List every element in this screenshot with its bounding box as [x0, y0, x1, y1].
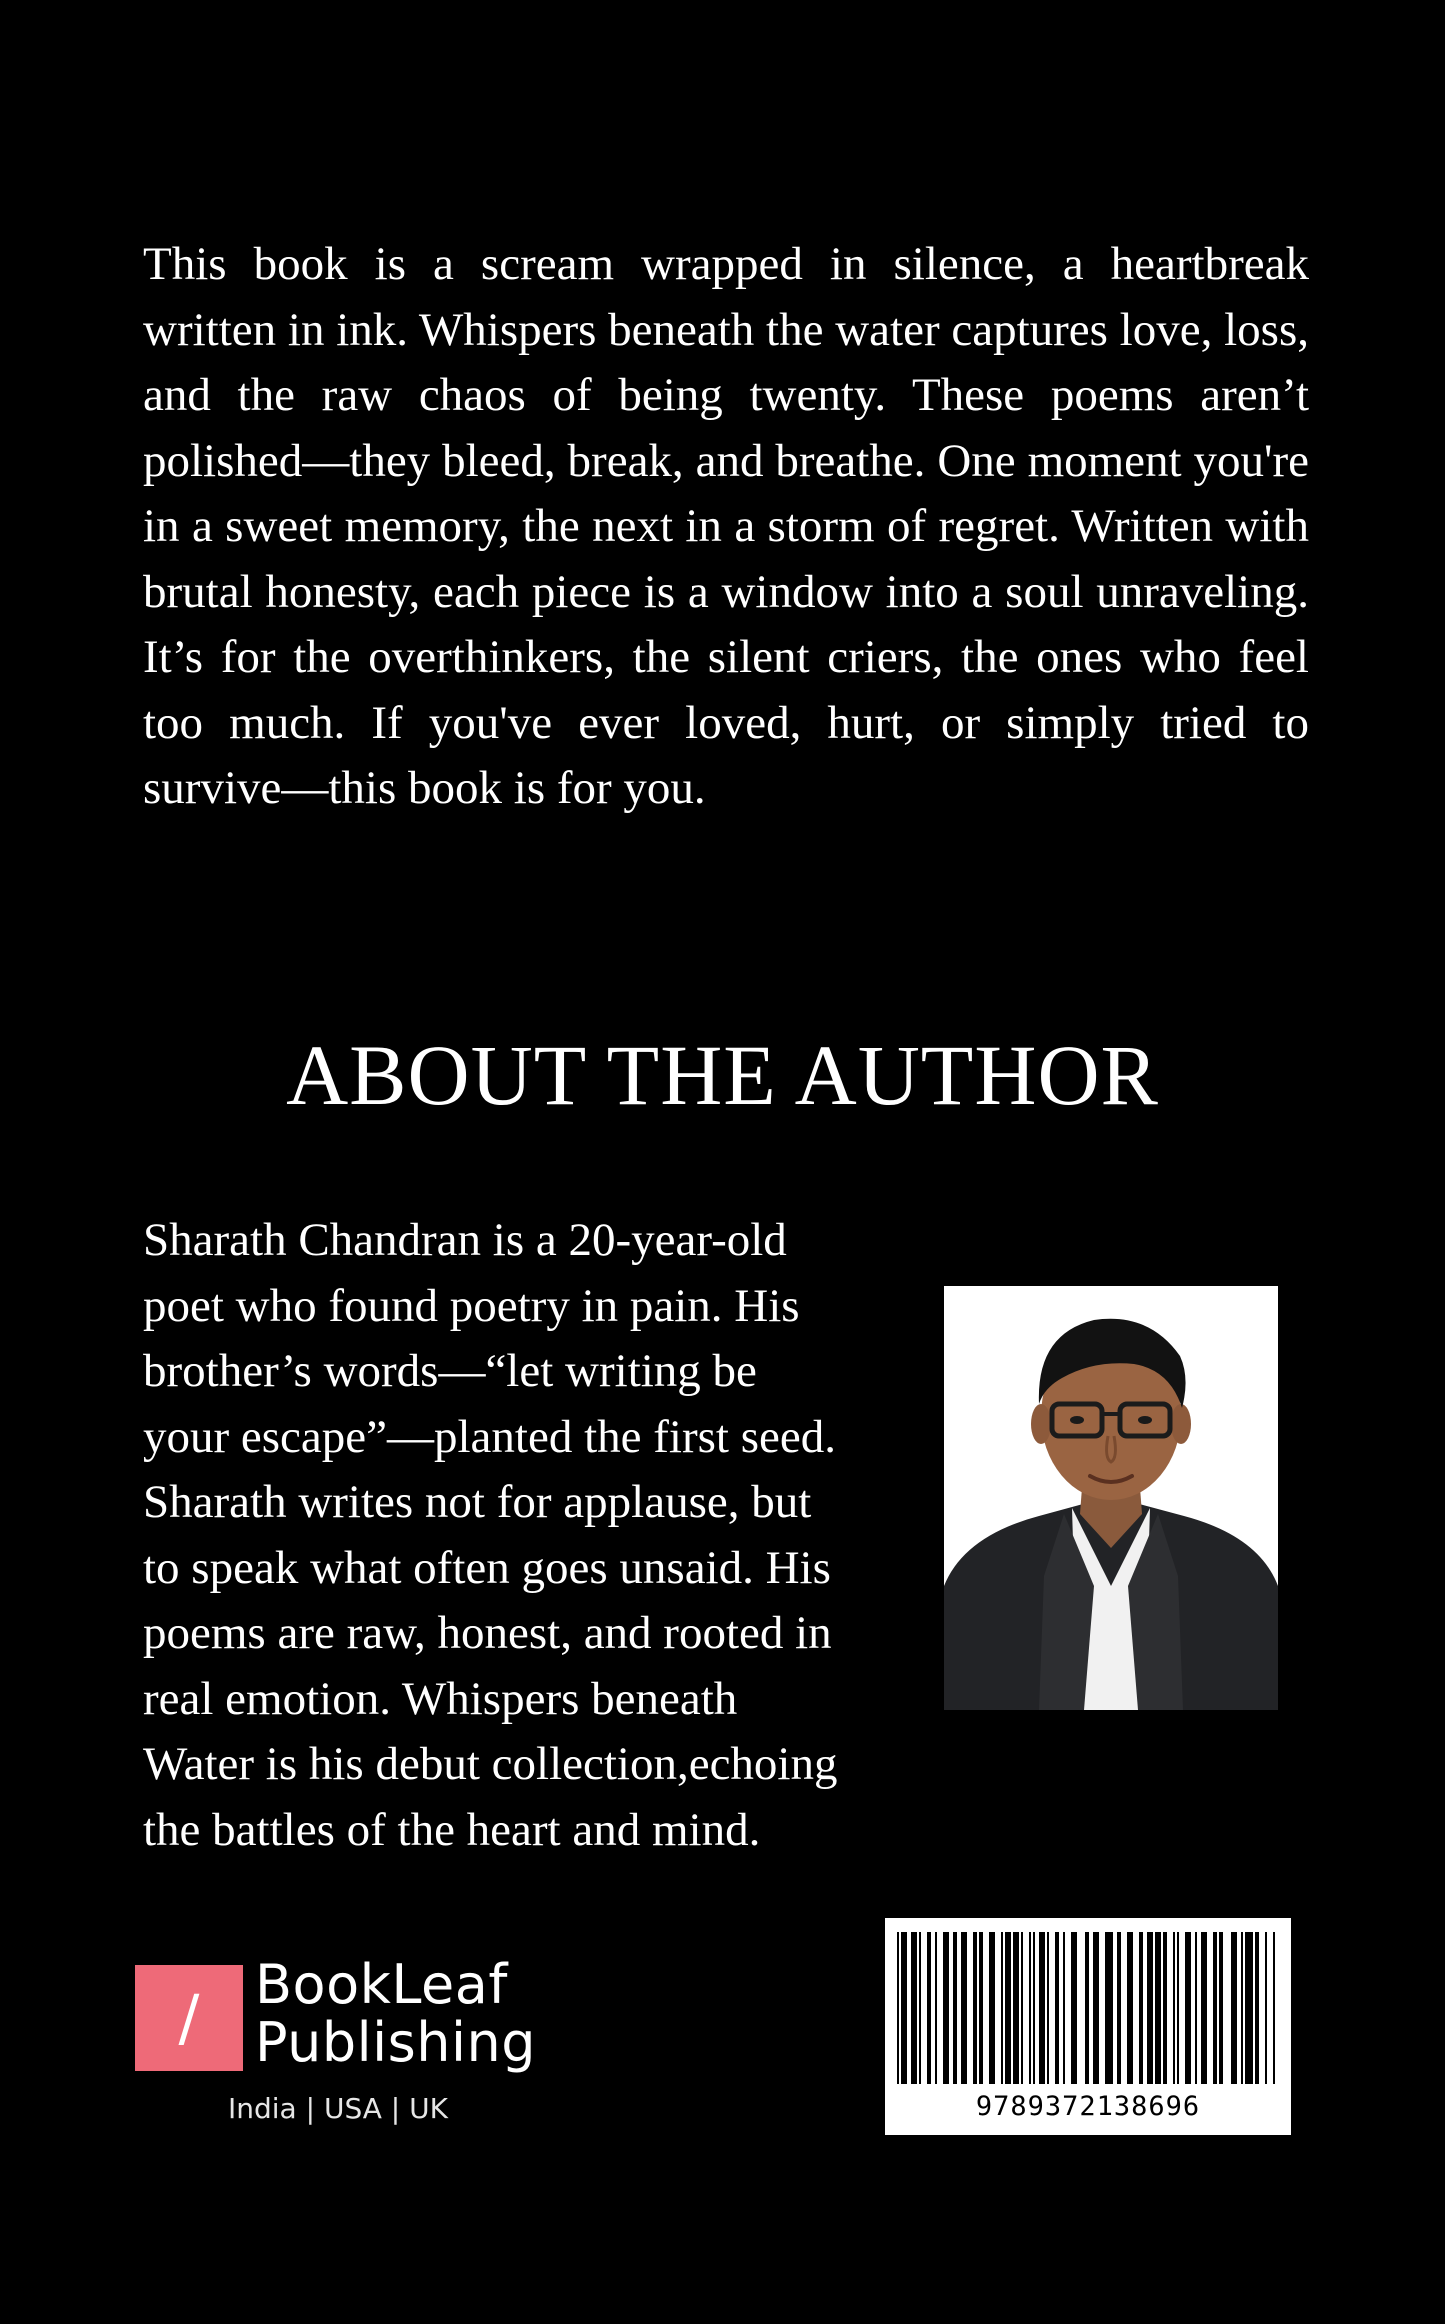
- author-portrait-icon: [944, 1286, 1278, 1710]
- barcode-bar: [935, 1932, 937, 2084]
- barcode-bar: [919, 1932, 921, 2084]
- barcode-bar: [989, 1932, 995, 2084]
- barcode-bar: [1177, 1932, 1179, 2084]
- publisher-regions: India | USA | UK: [228, 2092, 448, 2125]
- barcode-bar: [1155, 1932, 1161, 2084]
- barcode-bar: [1185, 1932, 1191, 2084]
- barcode-bar: [1021, 1932, 1023, 2084]
- barcode-bar: [1047, 1932, 1049, 2084]
- barcode-bar: [1013, 1932, 1019, 2084]
- barcode-bar: [973, 1932, 977, 2084]
- barcode-bar: [1213, 1932, 1217, 2084]
- author-bio: Sharath Chandran is a 20-year-old poet who found poetry in pain. His brother’s words—“let writing be your escape”—planted the first seed. Sharath writes not for applause, but to speak what often goes unsaid. His poems are raw, honest, and rooted in real emotion. Whispers beneath Water is his debut collection,echoing the battles of the heart and mind.: [143, 1214, 838, 1856]
- barcode-bar: [897, 1932, 899, 2084]
- barcode-bar: [1231, 1932, 1237, 2084]
- barcode-bar: [1117, 1932, 1121, 2084]
- barcode-bar: [1163, 1932, 1167, 2084]
- barcode-bar: [1255, 1932, 1259, 2084]
- publisher-mark: /: [135, 1965, 243, 2071]
- barcode-bars: [885, 1918, 1291, 2088]
- barcode-bar: [1195, 1932, 1197, 2084]
- barcode-bar: [961, 1932, 967, 2084]
- barcode-bar: [953, 1932, 957, 2084]
- barcode-bar: [1219, 1932, 1223, 2084]
- barcode-bar: [1245, 1932, 1253, 2084]
- barcode-bar: [1127, 1932, 1133, 2084]
- barcode-bar: [901, 1932, 907, 2084]
- barcode-bar: [1005, 1932, 1011, 2084]
- barcode-bar: [1093, 1932, 1099, 2084]
- barcode-bar: [1055, 1932, 1059, 2084]
- barcode-bar: [927, 1932, 931, 2084]
- barcode-bar: [1173, 1932, 1175, 2084]
- barcode-bar: [1105, 1932, 1113, 2084]
- publisher-logo: [135, 1953, 536, 2132]
- barcode-bar: [1029, 1932, 1031, 2084]
- barcode-bar: [1273, 1932, 1275, 2084]
- author-photo: [944, 1286, 1278, 1710]
- barcode-bar: [1147, 1932, 1153, 2084]
- about-author-heading: ABOUT THE AUTHOR: [286, 1027, 1159, 1123]
- barcode-bar: [943, 1932, 949, 2084]
- isbn-number: 9789372138696: [975, 2091, 1201, 2122]
- publisher-name: BookLeaf Publishing: [255, 1953, 536, 2074]
- isbn-barcode: [885, 1918, 1291, 2135]
- barcode-bar: [1071, 1932, 1077, 2084]
- barcode-bar: [1201, 1932, 1207, 2084]
- barcode-bar: [1063, 1932, 1065, 2084]
- barcode-bar: [1085, 1932, 1089, 2084]
- barcode-bar: [1001, 1932, 1003, 2084]
- barcode-bar: [1241, 1932, 1243, 2084]
- barcode-bar: [1265, 1932, 1267, 2084]
- barcode-bar: [979, 1932, 983, 2084]
- book-blurb: This book is a scream wrapped in silence, a heartbreak written in ink. Whispers beneath the water captures love, loss, and the raw chaos of being twenty. These poems aren’t polished—they bleed, break, and breathe. One moment you're in a sweet memory, the next in a storm of regret. Written with brutal honesty, each piece is a window into a soul unraveling. It’s for the overthinkers, the silent criers, the ones who feel too much. If you've ever loved, hurt, or simply tried to survive—this book is for you.: [143, 238, 1309, 814]
- barcode-bar: [911, 1932, 917, 2084]
- barcode-bar: [1139, 1932, 1143, 2084]
- barcode-bar: [1039, 1932, 1045, 2084]
- barcode-bar: [1033, 1932, 1035, 2084]
